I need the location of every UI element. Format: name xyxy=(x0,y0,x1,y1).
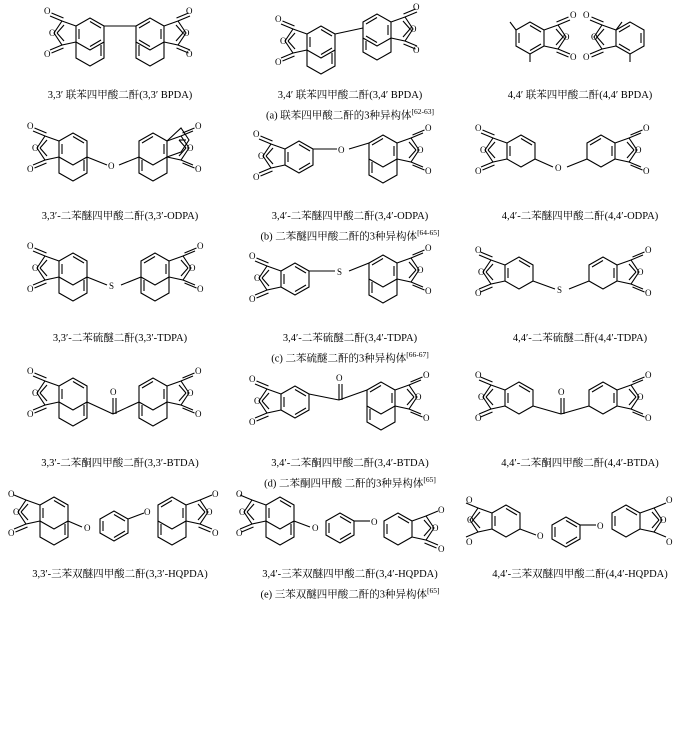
atom-label-o: O xyxy=(425,165,432,176)
group-ref-e: [65] xyxy=(427,585,440,595)
atom-label-o-ether: O xyxy=(371,516,378,527)
atom-label-o: O xyxy=(645,369,652,380)
atom-label-o: O xyxy=(254,273,261,284)
group-caption-text-c: (c) 二苯硫醚二酐的3种异构体 xyxy=(271,353,407,365)
atom-label-o: O xyxy=(275,14,282,24)
atom-label-o: O xyxy=(475,122,482,133)
atom-label-o: O xyxy=(32,263,39,274)
atom-label-o: O xyxy=(27,365,34,376)
atom-label-o: O xyxy=(666,494,673,505)
atom-label-o: O xyxy=(187,142,194,153)
atom-label-o: O xyxy=(197,241,204,252)
atom-label-o: O xyxy=(415,391,422,402)
structure-cell-44-tdpa xyxy=(466,247,694,345)
caption-34-odpa: 3,4′-二苯醚四甲酸二酐(3,4′-ODPA) xyxy=(271,210,429,222)
atom-label-o: O xyxy=(254,395,261,406)
atom-label-o: O xyxy=(643,165,650,176)
group-ref-a: [62-63] xyxy=(411,107,435,117)
atom-label-o: O xyxy=(645,412,652,423)
block-odpa xyxy=(0,120,700,244)
atom-label-o: O xyxy=(425,122,432,133)
group-caption-hqpda xyxy=(0,586,700,602)
atom-label-o: O xyxy=(583,52,590,62)
structure-cell-33-bpda xyxy=(6,0,234,102)
atom-label-o: O xyxy=(183,28,190,38)
caption-44-odpa: 4,4′-二苯醚四甲酸二酐(4,4′-ODPA) xyxy=(501,210,659,222)
atom-label-o: O xyxy=(186,49,193,59)
atom-label-o-ether: O xyxy=(144,506,151,517)
atom-label-o: O xyxy=(645,245,652,256)
atom-label-o: O xyxy=(583,10,590,20)
caption-33-btda: 3,3′-二苯酮四甲酸二酐(3,3′-BTDA) xyxy=(41,457,199,469)
atom-label-o: O xyxy=(27,120,34,131)
atom-label-s: S xyxy=(337,267,343,278)
group-ref-b: [64-65] xyxy=(417,227,440,237)
atom-label-o: O xyxy=(32,142,39,153)
atom-label-o: O xyxy=(27,408,34,419)
molecule-33-bpda xyxy=(20,0,220,86)
molecule-44-hqpda xyxy=(466,495,694,565)
atom-label-o-carbonyl: O xyxy=(110,386,117,397)
structure-cell-34-odpa xyxy=(236,122,464,223)
atom-label-o: O xyxy=(13,506,20,517)
atom-label-o: O xyxy=(643,122,650,133)
atom-label-o: O xyxy=(27,163,34,174)
molecule-33-btda xyxy=(15,365,225,454)
molecule-33-tdpa xyxy=(15,241,225,329)
atom-label-o: O xyxy=(417,144,424,155)
atom-label-o: O xyxy=(8,527,15,538)
atom-label-o: O xyxy=(49,28,56,38)
molecule-34-btda xyxy=(245,370,455,454)
caption-44-tdpa: 4,4′-二苯硫醚二酐(4,4′-TDPA) xyxy=(512,333,648,345)
atom-label-o: O xyxy=(44,6,51,16)
atom-label-o: O xyxy=(637,267,644,278)
atom-label-o: O xyxy=(253,171,260,182)
atom-label-o: O xyxy=(645,288,652,299)
atom-label-o: O xyxy=(591,32,598,42)
atom-label-o: O xyxy=(475,412,482,423)
atom-label-o: O xyxy=(635,144,642,155)
atom-label-o: O xyxy=(27,284,34,295)
atom-label-o: O xyxy=(280,36,287,46)
molecule-44-btda xyxy=(475,370,685,454)
caption-33-odpa: 3,3′-二苯醚四甲酸二酐(3,3′-ODPA) xyxy=(41,210,199,222)
block-tdpa xyxy=(0,241,700,366)
structure-cell-34-btda xyxy=(236,370,464,470)
structure-row-hqpda xyxy=(0,488,700,581)
atom-label-o: O xyxy=(212,488,219,499)
caption-34-hqpda: 3,4′-三苯双醚四甲酸二酐(3,4′-HQPDA) xyxy=(262,568,438,580)
atom-label-o: O xyxy=(563,32,570,42)
structure-cell-44-bpda xyxy=(466,0,694,102)
caption-34-tdpa: 3,4′-二苯硫醚二酐(3,4′-TDPA) xyxy=(282,333,418,345)
molecule-33-odpa xyxy=(15,120,225,207)
caption-33-tdpa: 3,3′-二苯硫醚二酐(3,3′-TDPA) xyxy=(52,333,188,345)
group-caption-text-a: (a) 联苯四甲酸二酐的3种异构体 xyxy=(265,110,412,122)
atom-label-o: O xyxy=(660,514,667,525)
atom-label-o: O xyxy=(570,52,577,62)
atom-label-o: O xyxy=(475,245,482,256)
structure-cell-33-odpa xyxy=(6,120,234,223)
atom-label-o: O xyxy=(425,286,432,297)
atom-label-o: O xyxy=(195,408,202,419)
atom-label-o: O xyxy=(249,416,256,427)
atom-label-o: O xyxy=(212,527,219,538)
group-caption-text-e: (e) 三苯双醚四甲酸二酐的3种异构体 xyxy=(260,589,428,601)
atom-label-o: O xyxy=(417,265,424,276)
atom-label-o: O xyxy=(475,288,482,299)
caption-44-btda: 4,4′-二苯酮四甲酸二酐(4,4′-BTDA) xyxy=(501,457,659,469)
atom-label-o: O xyxy=(236,488,243,499)
atom-label-o: O xyxy=(413,45,420,55)
atom-label-o: O xyxy=(44,49,51,59)
atom-label-o: O xyxy=(195,163,202,174)
atom-label-o: O xyxy=(425,243,432,254)
block-bpda xyxy=(0,0,700,123)
group-caption-text-d: (d) 二苯酮四甲酸 二酐的3种异构体 xyxy=(264,478,424,490)
atom-label-o: O xyxy=(438,504,445,515)
molecule-34-tdpa xyxy=(245,243,455,329)
atom-label-o: O xyxy=(478,267,485,278)
structure-cell-34-bpda xyxy=(236,0,464,102)
atom-label-o: O xyxy=(467,514,474,525)
atom-label-o: O xyxy=(410,24,417,34)
atom-label-o: O xyxy=(187,387,194,398)
group-caption-tdpa xyxy=(0,350,700,366)
atom-label-o-ether: O xyxy=(338,144,345,155)
atom-label-o-ether: O xyxy=(537,530,544,541)
atom-label-o: O xyxy=(249,294,256,305)
caption-44-hqpda: 4,4′-三苯双醚四甲酸二酐(4,4′-HQPDA) xyxy=(492,568,668,580)
atom-label-o: O xyxy=(195,120,202,131)
atom-label-o: O xyxy=(236,527,243,538)
atom-label-o: O xyxy=(475,369,482,380)
atom-label-o: O xyxy=(438,543,445,554)
atom-label-o: O xyxy=(27,241,34,252)
caption-34-bpda: 3,4′ 联苯四甲酸二酐(3,4′ BPDA) xyxy=(277,90,423,101)
atom-label-o: O xyxy=(206,506,213,517)
atom-label-o-ether: O xyxy=(555,162,562,173)
atom-label-o-ether: O xyxy=(597,520,604,531)
atom-label-o: O xyxy=(666,536,673,547)
caption-33-bpda: 3,3′ 联苯四甲酸二酐(3,3′ BPDA) xyxy=(47,90,193,101)
atom-label-o: O xyxy=(253,128,260,139)
group-ref-c: [66-67] xyxy=(406,350,429,360)
structure-cell-34-hqpda xyxy=(236,488,464,581)
atom-label-o: O xyxy=(413,2,420,12)
molecule-44-odpa xyxy=(475,122,685,207)
structure-cell-33-btda xyxy=(6,365,234,470)
structure-cell-33-tdpa xyxy=(6,241,234,345)
group-caption-odpa xyxy=(0,228,700,244)
atom-label-o-carbonyl: O xyxy=(558,386,565,397)
structure-cell-44-odpa xyxy=(466,122,694,223)
structure-row-tdpa xyxy=(0,241,700,345)
atom-label-o: O xyxy=(186,6,193,16)
caption-33-hqpda: 3,3′-三苯双醚四甲酸二酐(3,3′-HQPDA) xyxy=(32,568,208,580)
atom-label-o: O xyxy=(432,522,439,533)
structure-cell-44-hqpda xyxy=(466,495,694,581)
atom-label-o: O xyxy=(466,494,473,505)
molecule-34-bpda xyxy=(255,0,445,86)
atom-label-s: S xyxy=(109,281,115,292)
atom-label-o: O xyxy=(570,10,577,20)
structure-row-btda xyxy=(0,365,700,470)
atom-label-o: O xyxy=(8,488,15,499)
atom-label-o-ether: O xyxy=(312,522,319,533)
atom-label-o: O xyxy=(249,373,256,384)
atom-label-s: S xyxy=(557,285,563,296)
atom-label-o: O xyxy=(480,144,487,155)
structure-row-odpa xyxy=(0,120,700,223)
atom-label-o-ether: O xyxy=(84,522,91,533)
molecule-44-tdpa xyxy=(475,247,685,329)
group-caption-bpda xyxy=(0,107,700,123)
atom-label-o: O xyxy=(32,387,39,398)
atom-label-o: O xyxy=(637,391,644,402)
atom-label-o: O xyxy=(249,251,256,262)
atom-label-o: O xyxy=(197,284,204,295)
atom-label-o: O xyxy=(275,57,282,67)
structure-cell-33-hqpda xyxy=(6,488,234,581)
atom-label-o: O xyxy=(475,165,482,176)
group-caption-text-b: (b) 二苯醚四甲酸二酐的3种异构体 xyxy=(260,231,418,243)
molecule-33-hqpda xyxy=(6,488,234,565)
atom-label-o: O xyxy=(195,365,202,376)
molecule-34-odpa xyxy=(245,122,455,207)
atom-label-o: O xyxy=(423,369,430,380)
block-hqpda xyxy=(0,488,700,602)
atom-label-o-carbonyl: O xyxy=(336,372,343,383)
group-caption-btda xyxy=(0,475,700,491)
atom-label-o: O xyxy=(239,506,246,517)
caption-34-btda: 3,4′-二苯酮四甲酸二酐(3,4′-BTDA) xyxy=(271,457,429,469)
structure-cell-44-btda xyxy=(466,370,694,470)
structure-cell-34-tdpa xyxy=(236,243,464,345)
atom-label-o: O xyxy=(423,412,430,423)
atom-label-o: O xyxy=(258,150,265,161)
atom-label-o: O xyxy=(466,536,473,547)
block-btda xyxy=(0,365,700,491)
atom-label-o-ether: O xyxy=(108,160,115,171)
molecule-44-bpda xyxy=(480,0,680,86)
molecule-34-hqpda xyxy=(236,488,464,565)
caption-44-bpda: 4,4′ 联苯四甲酸二酐(4,4′ BPDA) xyxy=(507,90,653,101)
atom-label-o: O xyxy=(189,263,196,274)
structure-row-bpda xyxy=(0,0,700,102)
group-ref-d: [65] xyxy=(423,475,436,484)
atom-label-o: O xyxy=(478,391,485,402)
